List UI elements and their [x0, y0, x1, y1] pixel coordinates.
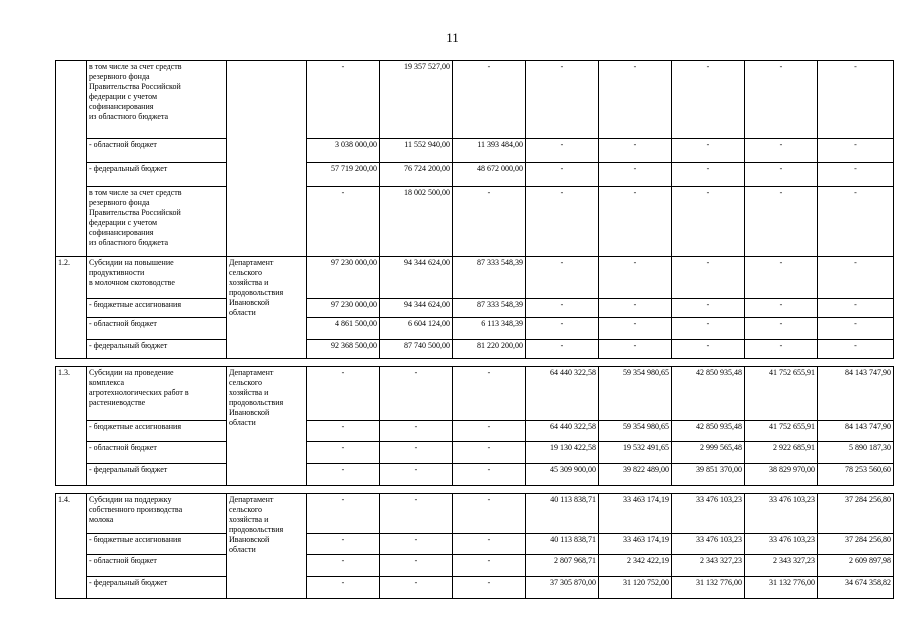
value-cell: 38 829 970,00: [745, 464, 818, 486]
value-cell: 45 309 900,00: [526, 464, 599, 486]
value-cell: 2 343 327,23: [672, 555, 745, 577]
executor-cell: Департамент сельского хозяйства и продовольствия Ивановской области: [227, 494, 307, 599]
row-label: - бюджетные ассигнования: [87, 299, 227, 318]
section-number: 1.2.: [56, 257, 87, 359]
table-row: [56, 187, 894, 257]
value-cell: -: [453, 61, 526, 139]
row-label: в том числе за счет средств резервного фонда Правительства Российской федерации с учетом софинансирования из областного бюджета: [87, 187, 227, 257]
table-body: [56, 61, 894, 599]
row-label: в том числе за счет средств резервного фонда Правительства Российской федерации с учетом софинансирования из областного бюджета: [87, 61, 227, 139]
value-cell: -: [526, 299, 599, 318]
section-number: 1.3.: [56, 367, 87, 486]
value-cell: 41 752 655,91: [745, 421, 818, 442]
value-cell: -: [380, 442, 453, 464]
value-cell: 84 143 747,90: [818, 421, 894, 442]
value-cell: -: [599, 163, 672, 187]
value-cell: 42 850 935,48: [672, 421, 745, 442]
value-cell: 76 724 200,00: [380, 163, 453, 187]
table-row: [56, 299, 894, 318]
value-cell: 19 130 422,58: [526, 442, 599, 464]
row-label: - федеральный бюджет: [87, 464, 227, 486]
value-cell: 33 476 103,23: [672, 534, 745, 555]
value-cell: 33 476 103,23: [672, 494, 745, 534]
executor-cell: Департамент сельского хозяйства и продовольствия Ивановской области: [227, 257, 307, 359]
value-cell: 81 220 200,00: [453, 340, 526, 359]
value-cell: 31 120 752,00: [599, 577, 672, 599]
value-cell: -: [599, 318, 672, 340]
row-label: - федеральный бюджет: [87, 577, 227, 599]
value-cell: -: [672, 187, 745, 257]
value-cell: -: [818, 139, 894, 163]
value-cell: -: [672, 257, 745, 299]
value-cell: 87 740 500,00: [380, 340, 453, 359]
section-gap: [56, 359, 894, 367]
value-cell: 5 890 187,30: [818, 442, 894, 464]
section-gap: [56, 486, 894, 494]
value-cell: 11 393 484,00: [453, 139, 526, 163]
value-cell: -: [599, 187, 672, 257]
value-cell: -: [307, 61, 380, 139]
value-cell: -: [307, 555, 380, 577]
table-row: [56, 163, 894, 187]
value-cell: -: [818, 318, 894, 340]
value-cell: -: [526, 318, 599, 340]
table-row: [56, 577, 894, 599]
value-cell: -: [745, 318, 818, 340]
value-cell: 34 674 358,82: [818, 577, 894, 599]
section-number: 1.4.: [56, 494, 87, 599]
value-cell: -: [745, 61, 818, 139]
gap-cell: [56, 359, 894, 367]
row-label: - областной бюджет: [87, 442, 227, 464]
value-cell: 2 609 897,98: [818, 555, 894, 577]
value-cell: -: [599, 299, 672, 318]
executor-cell: [227, 61, 307, 257]
executor-cell: Департамент сельского хозяйства и продовольствия Ивановской области: [227, 367, 307, 486]
value-cell: -: [818, 257, 894, 299]
value-cell: -: [818, 340, 894, 359]
row-label: - областной бюджет: [87, 555, 227, 577]
table-row: [56, 534, 894, 555]
value-cell: -: [672, 340, 745, 359]
row-label: - областной бюджет: [87, 318, 227, 340]
budget-table: [55, 60, 894, 599]
value-cell: 39 851 370,00: [672, 464, 745, 486]
value-cell: 33 463 174,19: [599, 534, 672, 555]
value-cell: 6 113 348,39: [453, 318, 526, 340]
value-cell: -: [672, 318, 745, 340]
value-cell: -: [307, 534, 380, 555]
value-cell: -: [818, 163, 894, 187]
value-cell: 11 552 940,00: [380, 139, 453, 163]
value-cell: 94 344 624,00: [380, 257, 453, 299]
value-cell: -: [672, 163, 745, 187]
value-cell: -: [307, 367, 380, 421]
value-cell: -: [526, 139, 599, 163]
value-cell: -: [453, 442, 526, 464]
value-cell: -: [745, 139, 818, 163]
value-cell: -: [526, 61, 599, 139]
row-label: Субсидии на повышение продуктивности в молочном скотоводстве: [87, 257, 227, 299]
value-cell: -: [453, 464, 526, 486]
value-cell: -: [307, 464, 380, 486]
value-cell: -: [745, 163, 818, 187]
value-cell: 37 305 870,00: [526, 577, 599, 599]
gap-cell: [56, 486, 894, 494]
value-cell: -: [526, 340, 599, 359]
value-cell: 97 230 000,00: [307, 257, 380, 299]
value-cell: 2 807 968,71: [526, 555, 599, 577]
value-cell: 2 342 422,19: [599, 555, 672, 577]
value-cell: -: [453, 367, 526, 421]
value-cell: -: [599, 340, 672, 359]
value-cell: 6 604 124,00: [380, 318, 453, 340]
value-cell: 33 476 103,23: [745, 494, 818, 534]
value-cell: 39 822 489,00: [599, 464, 672, 486]
value-cell: 92 368 500,00: [307, 340, 380, 359]
page-number: 11: [446, 30, 459, 45]
value-cell: 2 922 685,91: [745, 442, 818, 464]
value-cell: 64 440 322,58: [526, 367, 599, 421]
value-cell: 42 850 935,48: [672, 367, 745, 421]
value-cell: -: [672, 139, 745, 163]
value-cell: -: [526, 187, 599, 257]
value-cell: -: [453, 534, 526, 555]
row-label: Субсидии на проведение комплекса агротехнологических работ в растениеводстве: [87, 367, 227, 421]
value-cell: -: [745, 187, 818, 257]
table-row: [56, 340, 894, 359]
value-cell: -: [453, 577, 526, 599]
value-cell: -: [307, 421, 380, 442]
value-cell: 2 343 327,23: [745, 555, 818, 577]
value-cell: 87 333 548,39: [453, 257, 526, 299]
value-cell: 87 333 548,39: [453, 299, 526, 318]
value-cell: 84 143 747,90: [818, 367, 894, 421]
value-cell: -: [453, 555, 526, 577]
value-cell: 3 038 000,00: [307, 139, 380, 163]
value-cell: -: [599, 61, 672, 139]
value-cell: -: [307, 494, 380, 534]
value-cell: 2 999 565,48: [672, 442, 745, 464]
value-cell: -: [380, 577, 453, 599]
value-cell: -: [380, 555, 453, 577]
value-cell: -: [818, 299, 894, 318]
value-cell: -: [672, 61, 745, 139]
value-cell: 57 719 200,00: [307, 163, 380, 187]
value-cell: 94 344 624,00: [380, 299, 453, 318]
value-cell: 33 476 103,23: [745, 534, 818, 555]
value-cell: 18 002 500,00: [380, 187, 453, 257]
row-label: - областной бюджет: [87, 139, 227, 163]
value-cell: -: [818, 187, 894, 257]
value-cell: -: [672, 299, 745, 318]
value-cell: -: [380, 464, 453, 486]
value-cell: 48 672 000,00: [453, 163, 526, 187]
value-cell: 59 354 980,65: [599, 367, 672, 421]
value-cell: -: [453, 494, 526, 534]
value-cell: -: [307, 442, 380, 464]
row-label: - бюджетные ассигнования: [87, 534, 227, 555]
value-cell: -: [599, 257, 672, 299]
value-cell: 31 132 776,00: [672, 577, 745, 599]
value-cell: -: [745, 340, 818, 359]
value-cell: 37 284 256,80: [818, 534, 894, 555]
value-cell: -: [745, 257, 818, 299]
value-cell: -: [453, 421, 526, 442]
table-row: [56, 257, 894, 299]
value-cell: 33 463 174,19: [599, 494, 672, 534]
value-cell: 97 230 000,00: [307, 299, 380, 318]
table-row: [56, 464, 894, 486]
value-cell: -: [307, 187, 380, 257]
value-cell: -: [599, 139, 672, 163]
table-row: [56, 367, 894, 421]
value-cell: 19 532 491,65: [599, 442, 672, 464]
value-cell: 64 440 322,58: [526, 421, 599, 442]
value-cell: 41 752 655,91: [745, 367, 818, 421]
section-number: [56, 61, 87, 257]
table-row: [56, 139, 894, 163]
value-cell: -: [380, 421, 453, 442]
value-cell: 40 113 838,71: [526, 494, 599, 534]
value-cell: 4 861 500,00: [307, 318, 380, 340]
value-cell: 78 253 560,60: [818, 464, 894, 486]
row-label: - федеральный бюджет: [87, 340, 227, 359]
table-row: [56, 318, 894, 340]
row-label: - бюджетные ассигнования: [87, 421, 227, 442]
value-cell: -: [307, 577, 380, 599]
row-label: Субсидии на поддержку собственного производства молока: [87, 494, 227, 534]
value-cell: -: [380, 367, 453, 421]
table-row: [56, 61, 894, 139]
value-cell: -: [745, 299, 818, 318]
value-cell: 59 354 980,65: [599, 421, 672, 442]
value-cell: -: [526, 257, 599, 299]
value-cell: -: [380, 534, 453, 555]
table-row: [56, 421, 894, 442]
row-label: - федеральный бюджет: [87, 163, 227, 187]
table-row: [56, 494, 894, 534]
value-cell: 37 284 256,80: [818, 494, 894, 534]
value-cell: -: [453, 187, 526, 257]
value-cell: -: [526, 163, 599, 187]
table-row: [56, 555, 894, 577]
value-cell: -: [818, 61, 894, 139]
table-row: [56, 442, 894, 464]
value-cell: 40 113 838,71: [526, 534, 599, 555]
value-cell: -: [380, 494, 453, 534]
value-cell: 31 132 776,00: [745, 577, 818, 599]
value-cell: 19 357 527,00: [380, 61, 453, 139]
